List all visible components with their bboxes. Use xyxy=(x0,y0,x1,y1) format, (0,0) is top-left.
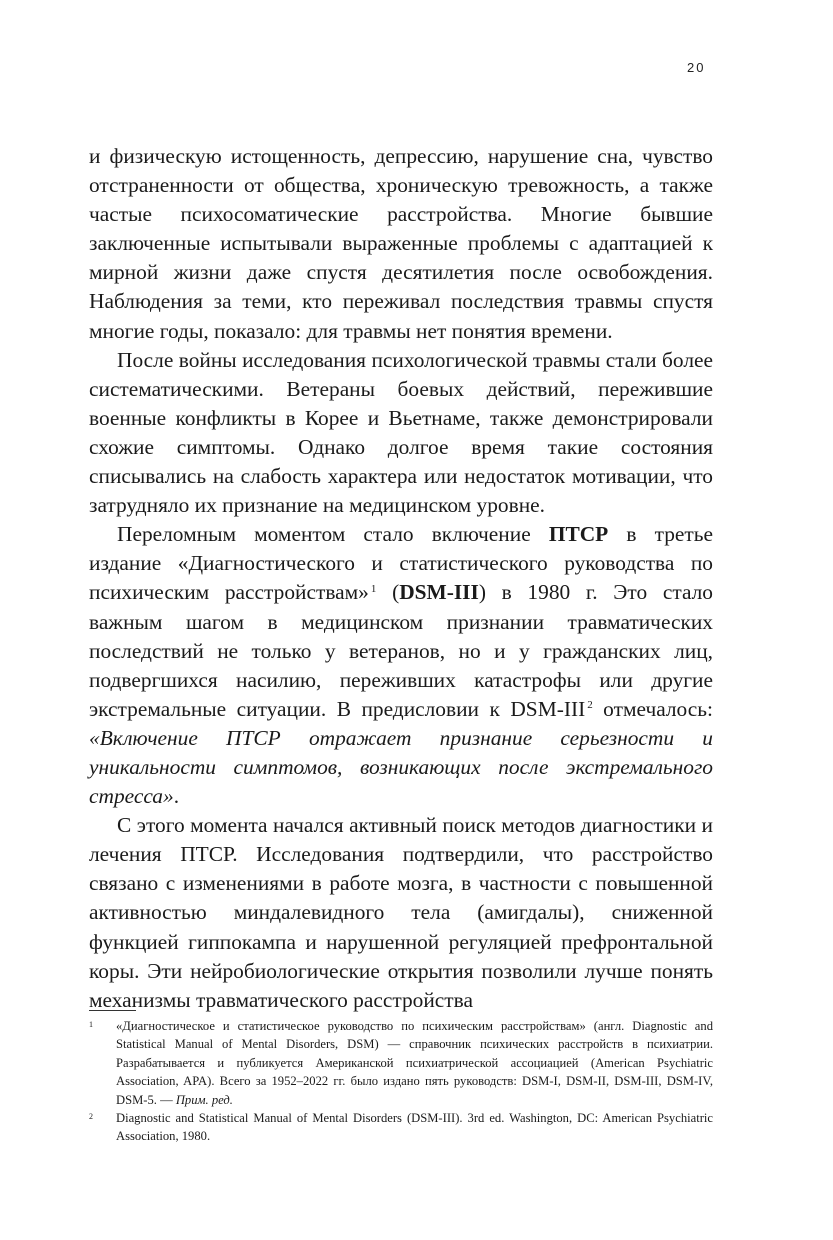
footnote-2-text: Diagnostic and Statistical Manual of Mental Disorders (DSM-III). 3rd ed. Washington, DC: American Psychiatric Association, 1980. xyxy=(116,1111,713,1144)
paragraph-3-text-3: ( xyxy=(376,580,400,605)
paragraph-3-text-2: в третье издание «Диагностического и статистического руководства по психическим расстройствам» xyxy=(89,522,713,605)
paragraph-1: и физическую истощенность, депрессию, нарушение сна, чувство отстраненности от общества, хроническую тревожность, а также частые психосоматические расстройства. Многие бывшие заключенные испытывали выраженные проблемы с адаптацией к мирной жизни даже спустя десятилетия после освобождения. Наблюдения за теми, кто переживал последствия травмы спустя многие годы, показало: для травмы нет понятия времени. xyxy=(89,144,713,343)
footnote-1 xyxy=(89,1017,713,1109)
footnote-2-mark: 2 xyxy=(89,1112,93,1122)
dsm-quote: «Включение ПТСР отражает признание серьезности и уникальности симптомов, возникающих после экстремального стресса» xyxy=(89,725,713,809)
footnotes xyxy=(89,1017,713,1146)
ptsd-term: ПТСР xyxy=(548,522,609,547)
dsm-term: DSM-III xyxy=(399,580,479,605)
main-text xyxy=(89,142,713,1015)
page-number: 20 xyxy=(687,60,706,75)
footnote-divider xyxy=(89,1010,136,1011)
footnote-1-text: «Диагностическое и статистическое руководство по психическим расстройствам» (англ. Diagnostic and Statistical Manual of Mental Disorders, DSM) — справочник психических расстройств в психиатрии. Разрабатывается и публикуется Американской психиатрической ассоциацией (American Psychiatric Association, APA). Всего за 1952–2022 гг. было издано пять руководств: DSM-I, DSM-II, DSM-III, DSM-IV, DSM-5. — xyxy=(116,1019,713,1107)
footnote-1-mark: 1 xyxy=(89,1020,93,1029)
paragraph-4: С этого момента начался активный поиск методов диагностики и лечения ПТСР. Исследования подтвердили, что расстройство связано с изменениями в работе мозга, в частности с повышенной активностью миндалевидного тела (амигдалы), сниженной функцией гиппокампа и нарушенной регуляцией префронтальной коры. Эти нейробиологические открытия позволили лучше понять механизмы травматического расстройства xyxy=(89,813,713,1012)
footnote-1-editor-note: Прим. ред. xyxy=(175,1092,233,1107)
paragraph-3 xyxy=(89,520,713,811)
paragraph-3-text-4: ) в 1980 г. Это стало важным шагом в медицинском признании травматических последствий не только у ветеранов, но и у гражданских лиц, подвергшихся насилию, переживших катастрофы или другие экстремальные ситуации. В предисловии к DSM-III xyxy=(89,580,713,721)
footnote-ref-2[interactable]: 2 xyxy=(587,699,593,712)
paragraph-3-text-6: . xyxy=(173,784,180,809)
footnote-ref-1[interactable]: 1 xyxy=(370,582,377,595)
paragraph-2: После войны исследования психологической травмы стали более систематическими. Ветераны боевых действий, пережившие военные конфликты в Корее и Вьетнаме, также демонстрировали схожие симптомы. Однако долгое время такие состояния списывались на слабость характера или недостаток мотивации, что затрудняло их признание на медицинском уровне. xyxy=(89,347,713,518)
footnote-2 xyxy=(89,1109,713,1146)
paragraph-3-text-1: Переломным моментом стало включение xyxy=(117,522,549,547)
paragraph-3-text-5: отмечалось: xyxy=(592,696,713,721)
